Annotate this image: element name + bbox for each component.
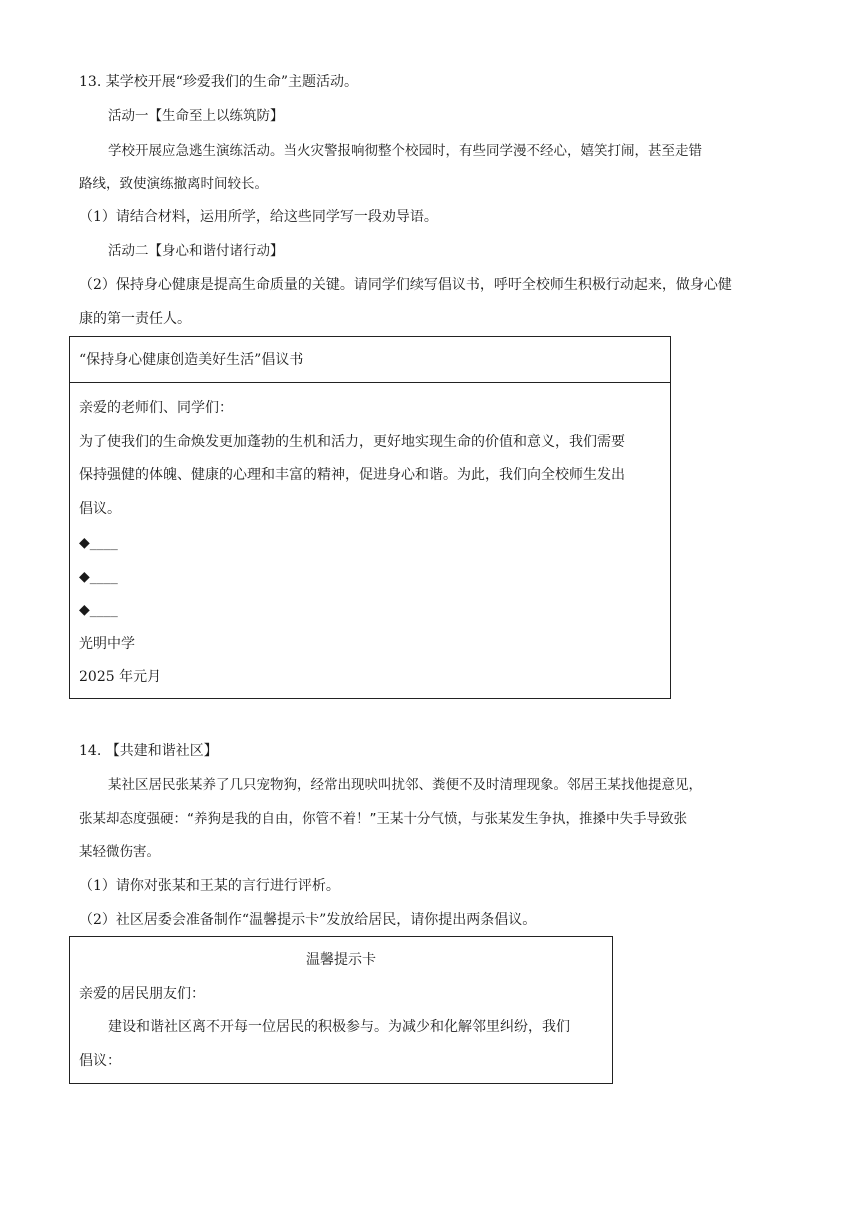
activity1-text-line1: 学校开展应急逃生演练活动。当火灾警报响彻整个校园时，有些同学漫不经心，嬉笑打闹，甚至走错 bbox=[108, 143, 702, 159]
proposal-bullet-1: ◆____ bbox=[79, 535, 118, 551]
proposal-box bbox=[69, 336, 671, 699]
proposal-signature: 光明中学 bbox=[79, 636, 135, 652]
q13-sub2-line2: 康的第一责任人。 bbox=[79, 311, 191, 327]
q14-sub1: （1）请你对张某和王某的言行进行评析。 bbox=[79, 878, 340, 894]
proposal-divider bbox=[70, 382, 670, 383]
proposal-body-line3: 倡议。 bbox=[79, 501, 121, 517]
reminder-card-body-line1: 建设和谐社区离不开每一位居民的积极参与。为减少和化解邻里纠纷，我们 bbox=[108, 1019, 570, 1035]
reminder-card-title: 温馨提示卡 bbox=[306, 952, 376, 968]
reminder-card-greeting: 亲爱的居民朋友们： bbox=[79, 986, 205, 1002]
q14-text-line3: 某轻微伤害。 bbox=[79, 844, 160, 860]
proposal-bullet-2: ◆____ bbox=[79, 569, 118, 585]
activity1-title: 活动一【生命至上以练筑防】 bbox=[108, 108, 284, 124]
q13-stem: 13. 某学校开展“珍爱我们的生命”主题活动。 bbox=[79, 74, 359, 90]
proposal-body-line2: 保持强健的体魄、健康的心理和丰富的精神，促进身心和谐。为此，我们向全校师生发出 bbox=[79, 467, 625, 483]
q14-text-line1: 某社区居民张某养了几只宠物狗，经常出现吠叫扰邻、粪便不及时清理现象。邻居王某找他提意见， bbox=[108, 777, 702, 793]
q14-text-line2: 张某却态度强硬：“养狗是我的自由，你管不着！”王某十分气愤，与张某发生争执，推搡中失手导致张 bbox=[79, 811, 687, 827]
proposal-title: “保持身心健康创造美好生活”倡议书 bbox=[79, 352, 304, 368]
reminder-card bbox=[69, 936, 613, 1084]
proposal-greeting: 亲爱的老师们、同学们： bbox=[79, 400, 233, 416]
activity2-title: 活动二【身心和谐付诸行动】 bbox=[108, 243, 284, 259]
q14-sub2: （2）社区居委会准备制作“温馨提示卡”发放给居民，请你提出两条倡议。 bbox=[79, 912, 537, 928]
q13-sub2-line1: （2）保持身心健康是提高生命质量的关键。请同学们续写倡议书，呼吁全校师生积极行动起来，做身心健 bbox=[79, 277, 732, 293]
q14-stem: 14. 【共建和谐社区】 bbox=[79, 743, 218, 759]
activity1-text-line2: 路线，致使演练撤离时间较长。 bbox=[79, 176, 268, 192]
proposal-bullet-3: ◆____ bbox=[79, 602, 118, 618]
reminder-card-body-line2: 倡议： bbox=[79, 1053, 121, 1069]
proposal-date: 2025 年元月 bbox=[79, 669, 162, 685]
proposal-body-line1: 为了使我们的生命焕发更加蓬勃的生机和活力，更好地实现生命的价值和意义，我们需要 bbox=[79, 434, 625, 450]
q13-sub1: （1）请结合材料，运用所学，给这些同学写一段劝导语。 bbox=[79, 209, 438, 225]
